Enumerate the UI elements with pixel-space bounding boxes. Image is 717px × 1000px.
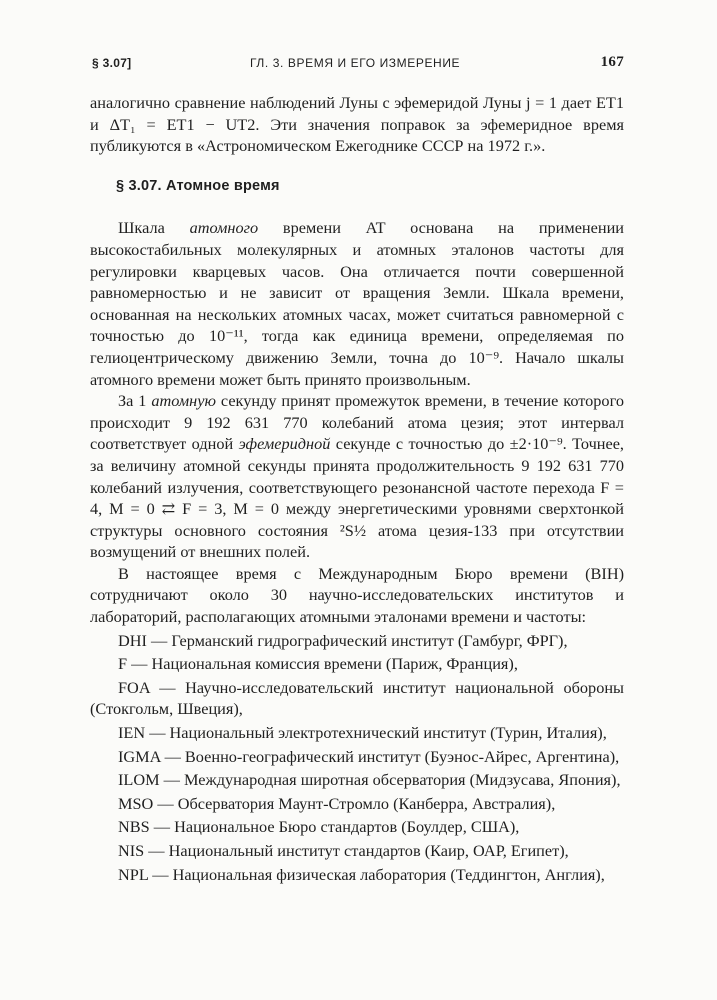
text-run: секунде с точностью до ±2·10⁻⁹. Точнее, за величину атомной секунды принята продолжительность 9 192 631 770 колебаний излучения, соответствующего резонансной частоте перехода F = 4, M = 0 ⇄ F = 3, M = 0 между энергетическими уровнями сверхтонкой структуры основного состояния ²S½ атома цезия-133 при отсутствии возмущений от внешних полей. [90, 434, 624, 562]
paragraph-atomic-scale [90, 217, 624, 390]
list-item: DHI — Германский гидрографический институт (Гамбург, ФРГ), [118, 630, 568, 650]
list-item: IEN — Национальный электротехнический институт (Турин, Италия), [118, 723, 607, 743]
text-run: За 1 [118, 391, 152, 411]
paragraph-atomic-second [90, 390, 624, 563]
header-chapter-title: ГЛ. 3. ВРЕМЯ И ЕГО ИЗМЕРЕНИЕ [250, 56, 461, 70]
header-section-ref: § 3.07] [92, 56, 132, 70]
list-item: IGMA — Военно-географический институт (Буэнос-Айрес, Аргентина), [118, 746, 620, 766]
list-item: FOA — Научно-исследовательский институт национальной обороны (Стокгольм, Швеция), [90, 677, 624, 719]
list-item: MSO — Обсерватория Маунт-Стромло (Канберра, Австралия), [118, 793, 556, 813]
list-item: ILOM — Международная широтная обсерватория (Мидзусава, Япония), [118, 770, 621, 790]
emphasis-text: атомную [151, 391, 216, 411]
running-header [92, 54, 626, 74]
list-item: NBS — Национальное Бюро стандартов (Боулдер, США), [118, 817, 520, 837]
text-run: секунду принят промежуток времени, в течение которого происходит 9 192 631 770 колебаний атома цезия; этот интервал соответствует одной [90, 391, 624, 454]
list-item: NIS — Национальный институт стандартов (Каир, ОАР, Египет), [118, 841, 569, 860]
intro-paragraph: аналогично сравнение наблюдений Луны с эфемеридой Луны j = 1 дает ET1 и ΔT₁ = ET1 − UT2. Эти значения поправок за эфемеридное время публикуются в «Астрономическом Ежегоднике СССР на 1972 г.». [90, 93, 624, 156]
section-heading: § 3.07. Атомное время [116, 177, 280, 194]
text-run: Шкала [118, 218, 190, 238]
page-number: 167 [600, 54, 624, 70]
list-item: F — Национальная комиссия времени (Париж, Франция), [118, 654, 518, 674]
text-run: времени AT основана на применении высокостабильных молекулярных и атомных эталонов частоты для регулировки кварцевых часов. Она отличается почти совершенной равномерностью и не зависит от вращения Земли. Шкала времени, основанная на нескольких атомных часах, может считаться равномерной с точностью до 10⁻¹¹, тогда как единица времени, определяемая по гелиоцентрическому движению Земли, точна до 10⁻⁹. Начало шкалы атомного времени может быть принято произвольным. [90, 218, 624, 389]
paragraph-bih: В настоящее время с Международным Бюро времени (BIH) сотрудничают около 30 научно-исследовательских институтов и лабораторий, располагающих атомными эталонами времени и частоты: [90, 563, 624, 627]
list-item: NPL — Национальная физическая лаборатория (Теддингтон, Англия), [118, 864, 605, 884]
page-body [90, 92, 624, 885]
emphasis-text: атомного [189, 218, 259, 238]
emphasis-text: эфемеридной [238, 434, 331, 454]
